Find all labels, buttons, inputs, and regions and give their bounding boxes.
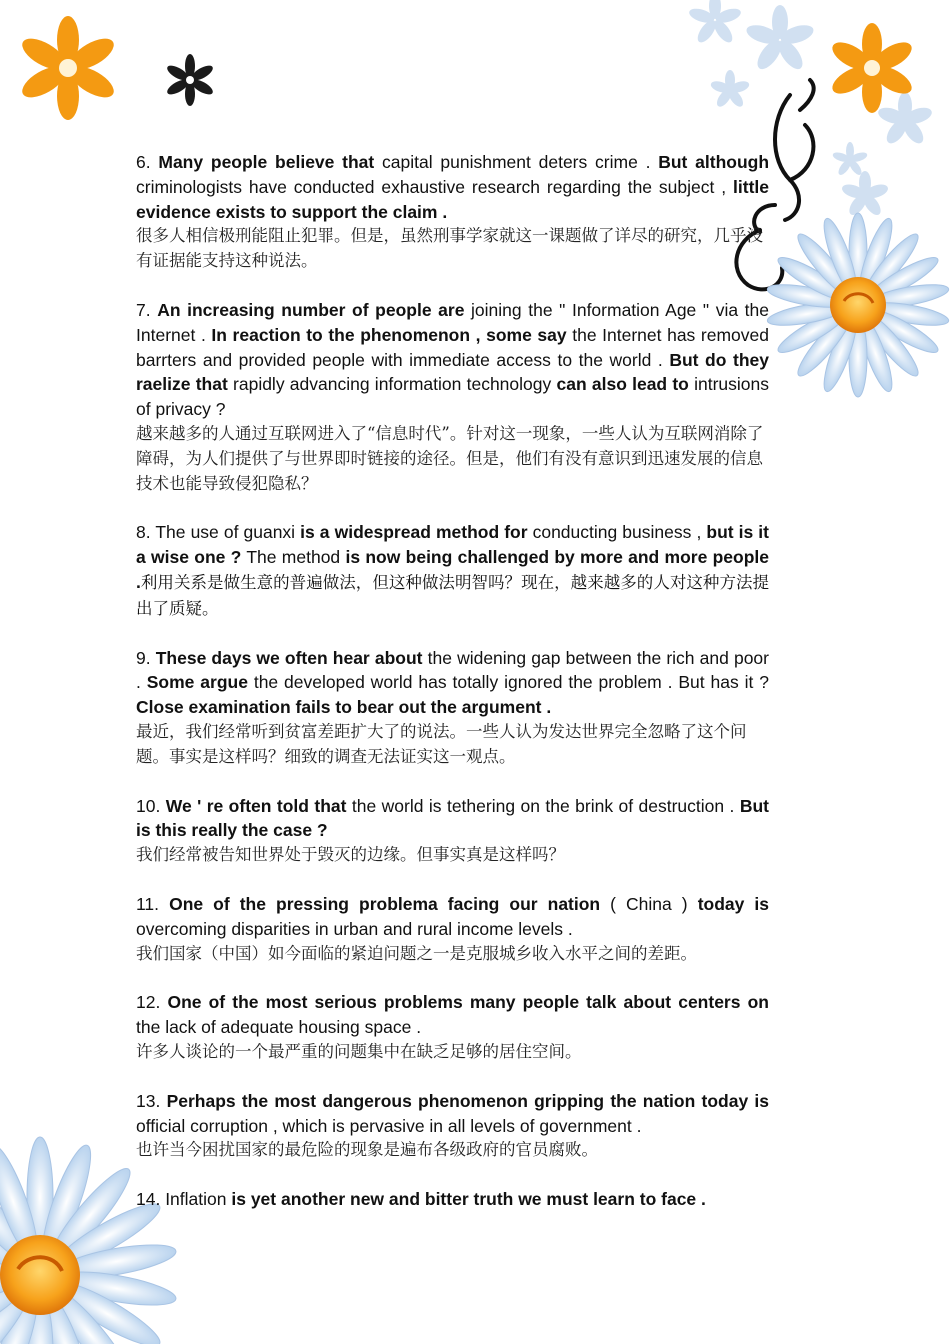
sentence-entry	[136, 892, 769, 966]
bold-phrase: is a widespread method for	[300, 522, 528, 543]
chinese-translation: 许多人谈论的一个最严重的问题集中在缺乏足够的居住空间。	[136, 1041, 582, 1061]
bold-phrase: but is it a wise one ?	[136, 522, 769, 568]
sentence-entry	[136, 150, 769, 274]
text-fragment: ( China )	[600, 893, 698, 914]
english-sentence	[136, 990, 769, 1040]
english-sentence	[136, 1187, 769, 1212]
text-fragment: the world is tethering on the brink of destruction .	[346, 795, 740, 816]
orange-flower-icon	[17, 16, 118, 120]
bold-phrase: But do they raelize that	[136, 349, 769, 395]
text-fragment: 8. The use of guanxi	[136, 522, 301, 543]
sentence-entry	[136, 646, 769, 770]
sentence-entry	[136, 1187, 769, 1212]
chinese-translation-block	[136, 1040, 769, 1065]
bold-phrase: little evidence exists to support the claim .	[136, 176, 769, 222]
chinese-translation-block	[136, 942, 769, 967]
bold-phrase: Perhaps the most dangerous phenomenon gripping the nation today is	[166, 1090, 769, 1111]
bold-phrase: Some argue	[146, 672, 248, 693]
text-fragment: 11.	[136, 893, 170, 914]
bold-phrase: One of the pressing problema facing our nation	[169, 893, 601, 914]
english-sentence	[136, 520, 769, 621]
text-fragment: 13.	[136, 1090, 167, 1111]
text-fragment: official corruption , which is pervasive in all levels of government .	[136, 1115, 642, 1136]
text-fragment: 7.	[136, 299, 158, 320]
text-fragment: criminologists have conducted exhaustive research regarding the subject ,	[136, 176, 734, 197]
english-sentence	[136, 892, 769, 942]
chinese-translation-block	[136, 422, 769, 496]
bold-phrase: is yet another new and bitter truth we must learn to face .	[231, 1189, 706, 1210]
text-fragment: capital punishment deters crime .	[374, 152, 659, 172]
chinese-translation: 我们国家（中国）如今面临的紧迫问题之一是克服城乡收入水平之间的差距。	[136, 943, 697, 963]
text-fragment: the lack of adequate housing space .	[136, 1017, 422, 1038]
chinese-translation: 越来越多的人通过互联网进入了“信息时代”。针对这一现象，一些人认为互联网消除了障碍，为人们提供了与世界即时链接的途径。但是，他们有没有意识到迅速发展的信息技术也能导致侵犯隐私？	[136, 423, 764, 493]
text-fragment: 6.	[136, 152, 159, 172]
bold-phrase: is now being challenged by more and more people .	[136, 547, 770, 592]
text-fragment: the Internet has removed barrters and provided people with immediate access to the world .	[136, 324, 769, 370]
english-sentence	[136, 646, 769, 720]
text-fragment: the developed world has totally ignored the problem . But has it ?	[247, 672, 769, 693]
sentence-entry	[136, 794, 769, 868]
sentence-entry	[136, 298, 769, 496]
bold-phrase: Many people believe that	[158, 152, 375, 172]
bold-phrase: These days we often hear about	[155, 647, 423, 668]
text-fragment: conducting business ,	[527, 522, 707, 543]
chinese-translation: 我们经常被告知世界处于毁灭的边缘。但事实真是这样吗？	[136, 845, 565, 865]
text-fragment: joining the " Information Age " via the Internet .	[136, 299, 769, 345]
text-fragment: 9.	[136, 647, 156, 668]
text-fragment: the widening gap between the rich and poor .	[136, 647, 769, 693]
text-fragment: 10.	[136, 795, 166, 816]
bold-phrase: But is this really the case ?	[136, 795, 769, 841]
bold-phrase: In reaction to the phenomenon , some say	[211, 324, 567, 345]
document-body	[136, 150, 769, 1236]
chinese-translation: 最近，我们经常听到贫富差距扩大了的说法。一些人认为发达世界完全忽略了这个问题。事实是这样吗？细致的调查无法证实这一观点。	[136, 721, 747, 766]
bold-phrase: Close examination fails to bear out the argument .	[136, 697, 552, 718]
bold-phrase: But although	[658, 152, 770, 172]
text-fragment: The method	[241, 547, 346, 568]
text-fragment: intrusions of privacy ?	[136, 374, 769, 420]
black-flower-icon	[165, 54, 215, 106]
english-sentence	[136, 1089, 769, 1139]
chinese-translation-block	[136, 1138, 769, 1163]
english-sentence	[136, 150, 769, 224]
sentence-entry	[136, 520, 769, 621]
bold-phrase: today is	[697, 893, 769, 914]
chinese-translation: 很多人相信极刑能阻止犯罪。但是，虽然刑事学家就这一课题做了详尽的研究，几乎没有证据能支持这种说法。	[136, 226, 763, 271]
text-fragment: 12.	[136, 992, 168, 1013]
daisy-flower-icon	[766, 213, 950, 397]
chinese-translation: 利用关系是做生意的普遍做法，但这种做法明智吗？现在，越来越多的人对这种方法提出了质疑。	[136, 572, 769, 618]
bold-phrase: An increasing number of people are	[157, 299, 465, 320]
text-fragment: overcoming disparities in urban and rural income levels .	[136, 918, 573, 939]
text-fragment: rapidly advancing information technology	[227, 374, 557, 395]
english-sentence	[136, 298, 769, 422]
sentence-entry	[136, 1089, 769, 1163]
sentence-entry	[136, 990, 769, 1064]
text-fragment: 14. Inflation	[136, 1189, 232, 1210]
bold-phrase: One of the most serious problems many people talk about centers on	[167, 992, 769, 1013]
english-sentence	[136, 794, 769, 844]
chinese-translation-block	[136, 843, 769, 868]
chinese-translation-block	[136, 224, 769, 274]
bold-phrase: can also lead to	[556, 374, 689, 395]
chinese-translation: 也许当今困扰国家的最危险的现象是遍布各级政府的官员腐败。	[136, 1140, 598, 1160]
chinese-translation-block	[136, 720, 769, 770]
bold-phrase: We ' re often told that	[165, 795, 347, 816]
